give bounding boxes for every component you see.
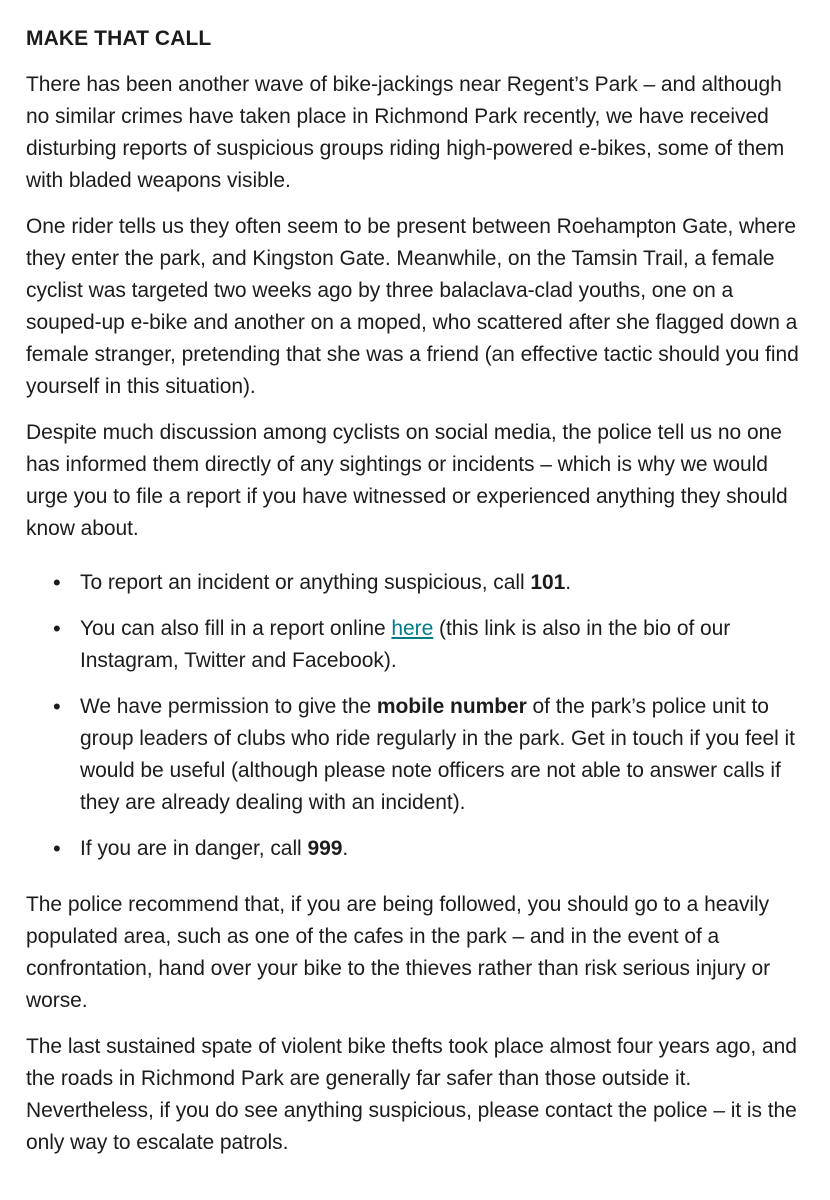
list-item-text: To report an incident or anything suspicious, call [80, 571, 531, 594]
paragraph-sightings: One rider tells us they often seem to be present between Roehampton Gate, where they enter the park, and Kingston Gate. Meanwhile, on the Tamsin Trail, a female cyclist was targeted two weeks ago by three balaclava-clad youths, one on a souped-up e-bike and another on a moped, who scattered after she flagged down a female stranger, pretending that she was a friend (an effective tactic should you find yourself in this situation). [26, 215, 799, 398]
list-item [53, 567, 806, 599]
paragraph-police-advice: The police recommend that, if you are being followed, you should go to a heavily populated area, such as one of the cafes in the park – and in the event of a confrontation, hand over your bike to the thieves rather than risk serious injury or worse. [26, 893, 771, 1012]
article [26, 25, 806, 1173]
list-item-text: . [565, 571, 572, 594]
bullet-icon: • [53, 836, 61, 861]
list-item-text: (this link is also in the bio of our Instagram, Twitter and Facebook). [80, 617, 731, 672]
paragraph-intro: There has been another wave of bike-jackings near Regent’s Park – and although no similar crimes have taken place in Richmond Park recently, we have received disturbing reports of suspicious groups riding high-powered e-bikes, some of them with bladed weapons visible. [26, 73, 785, 192]
list-item [53, 691, 806, 819]
paragraph-conclusion: The last sustained spate of violent bike thefts took place almost four years ago, and the roads in Richmond Park are generally far safer than those outside it. Nevertheless, if you do see anything suspicious, please contact the police – it is the only way to escalate patrols. [26, 1035, 797, 1154]
list-item-text: We have permission to give the [80, 695, 377, 718]
mobile-number-emphasis: mobile number [376, 695, 527, 718]
report-online-link[interactable]: here [391, 617, 434, 640]
list-item-text: of the park’s police unit to group leaders of clubs who ride regularly in the park. Get in touch if you feel it would be useful (although please note officers are not able to answer calls if they are already dealing with an incident). [80, 695, 795, 814]
phone-101: 101 [530, 571, 566, 594]
paragraph-reporting: Despite much discussion among cyclists on social media, the police tell us no one has informed them directly of any sightings or incidents – which is why we would urge you to file a report if you have witnessed or experienced anything they should know about. [26, 421, 788, 540]
list-item-text: If you are in danger, call [80, 837, 308, 860]
list-item [53, 833, 806, 865]
phone-999: 999 [307, 837, 343, 860]
bullet-icon: • [53, 694, 61, 719]
bullet-icon: • [53, 570, 61, 595]
list-item [53, 613, 806, 677]
article-heading: MAKE THAT CALL [26, 27, 212, 50]
bullet-icon: • [53, 616, 61, 641]
list-item-text: . [342, 837, 349, 860]
list-item-text: You can also fill in a report online [80, 617, 392, 640]
advice-list [26, 567, 806, 865]
